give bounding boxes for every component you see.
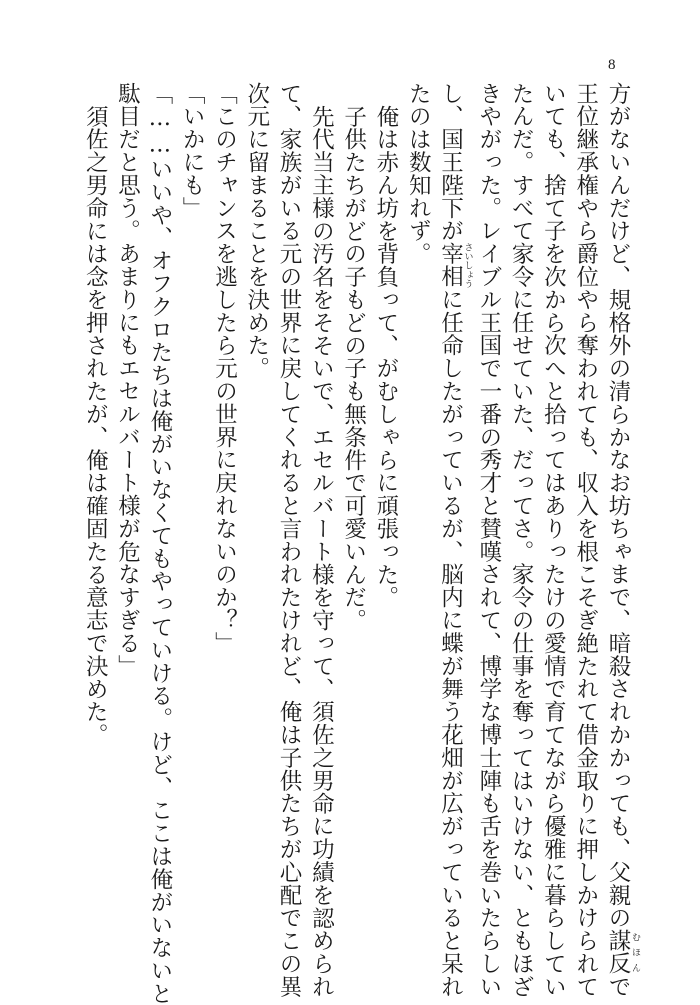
vertical-text-body xyxy=(79,82,640,1005)
text-line-1: 方がないんだけど、規格外の清らかなお坊ちゃまで、暗殺されかかっても、父親の謀反 むほんで xyxy=(605,82,640,999)
text-line-10: 先代当主様の汚名をそそいで、エセルバート様を守って、須佐之男命に功績を認められ xyxy=(308,104,335,998)
text-line-11: て、家族がいる元の世界に戻してくれると言われたけれど、俺は子供たちが心配でこの異 xyxy=(276,82,303,998)
text-line-15: 「……いいや、オフクロたちは俺がいなくてもやっていける。けど、ここは俺がいないと xyxy=(146,82,173,1005)
text-line-16: 駄目だと思う。あまりにもエセルバート様が危なすぎる」 xyxy=(114,82,141,678)
text-line-6: し、国王陛下が宰相 さいしょうに任命したがっているが、脳内に蝶が舞う花畑が広がっていると呆れ xyxy=(437,82,473,999)
text-line-8: 俺は赤ん坊を背負って、がむしゃらに頑張った。 xyxy=(372,104,399,609)
text-line-9: 子供たちがどの子もどの子も無条件で可愛いんだ。 xyxy=(340,104,367,632)
text-line-17: 須佐之男命には念を押されたが、俺は確固たる意志で決めた。 xyxy=(82,104,109,746)
text-line-14: 「いかにも」 xyxy=(179,82,206,220)
text-line-2: 王位継承権やら爵位やら奪われても、収入を根こそぎ絶たれて借金取りに押しかけられて xyxy=(572,82,599,998)
page-number: 8 xyxy=(608,57,616,73)
text-line-4: たんだ。すべて家令に任せていた、だってさ。家令の仕事を奪ってはいけない、ともほざ xyxy=(508,82,535,998)
text-line-13: 「このチャンスを逃したら元の世界に戻れないのか？」 xyxy=(211,82,238,655)
ruby-annotation: 謀反 むほん xyxy=(605,929,640,976)
text-line-12: 次元に留まることを決めた。 xyxy=(243,82,270,380)
text-line-7: たのは数知れず。 xyxy=(405,82,432,266)
text-line-3: いても、捨て子を次から次へと拾ってはありったけの愛情で育てながら優雅に暮らしてい xyxy=(540,82,567,998)
text-line-5: きやがった。レイブル王国で一番の秀才と賛嘆されて、博学な博士陣も舌を巻いたらしい xyxy=(475,82,502,999)
ruby-annotation: 宰相 さいしょう xyxy=(437,242,473,289)
